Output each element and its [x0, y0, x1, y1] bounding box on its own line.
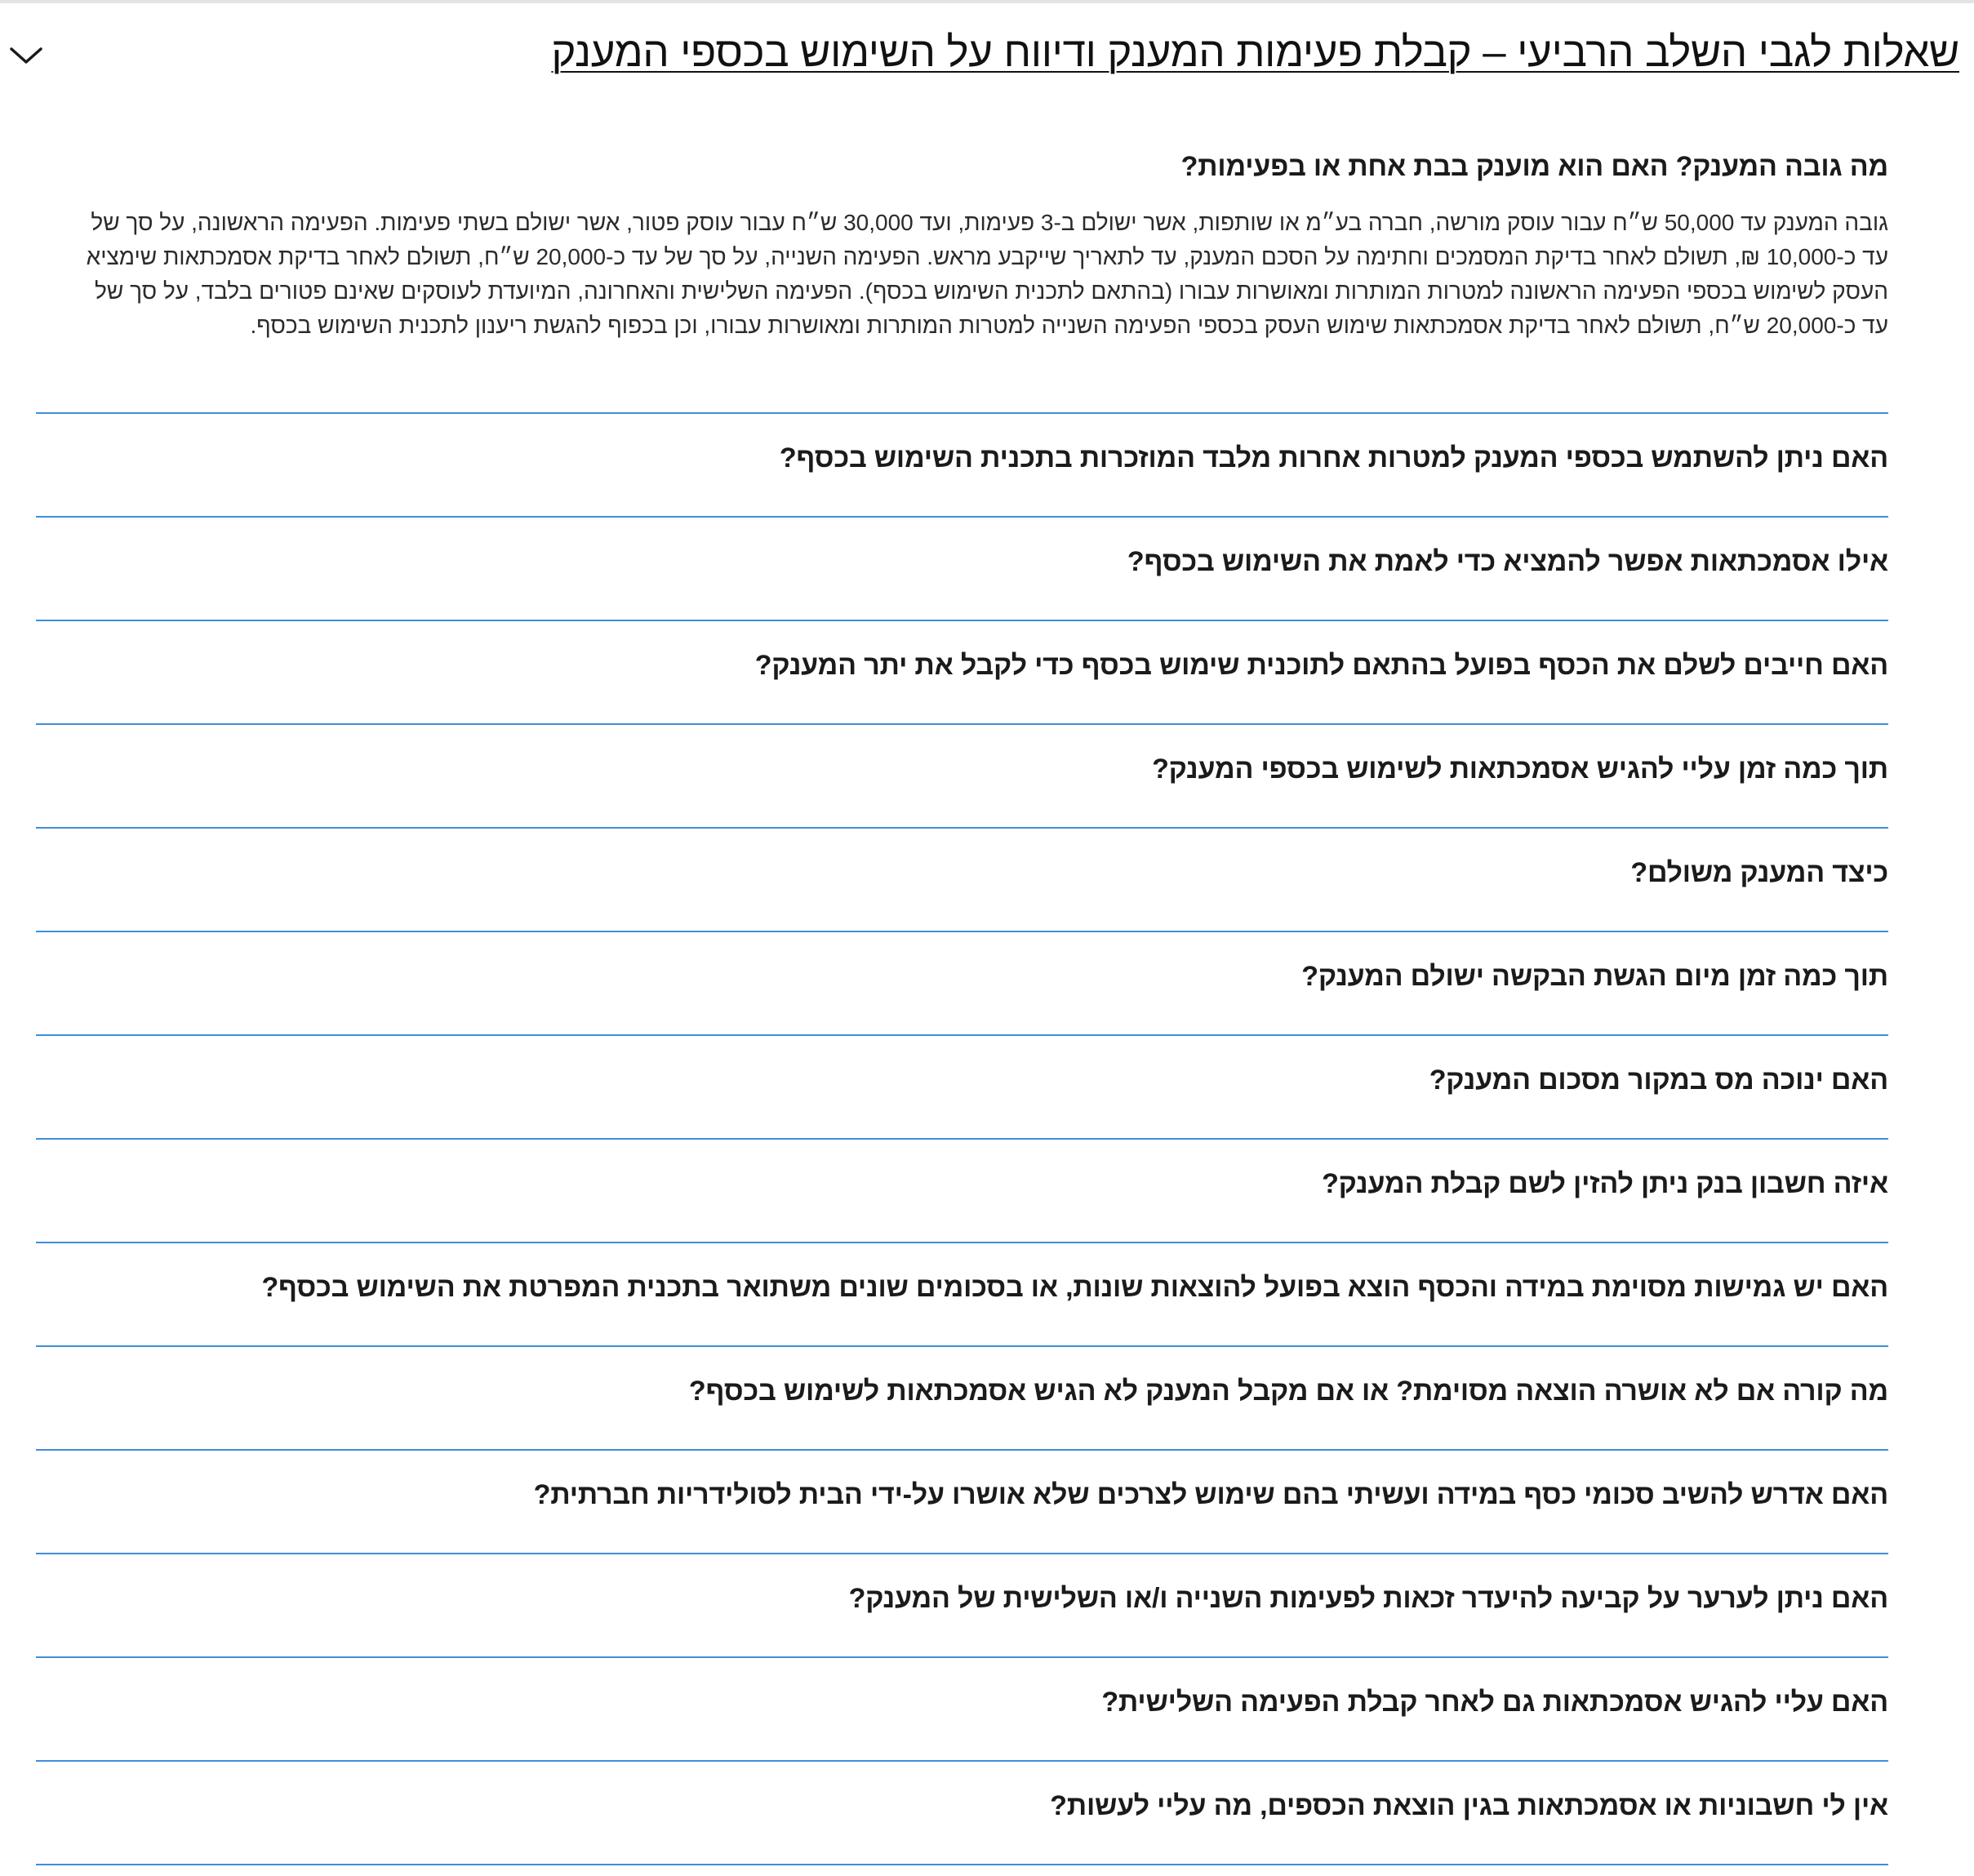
faq-question[interactable]: אין לי חשבוניות או אסמכתאות בגין הוצאת הכספים, מה עליי לעשות? [1050, 1790, 1888, 1821]
faq-question[interactable]: תוך כמה זמן מיום הגשת הבקשה ישולם המענק? [1301, 961, 1888, 992]
faq-item [36, 621, 1888, 725]
faq-item [36, 1451, 1888, 1554]
faq-question[interactable]: תוך כמה זמן עליי להגיש אסמכתאות לשימוש בכספי המענק? [1152, 754, 1888, 785]
section-header[interactable] [0, 20, 1974, 88]
faq-item [36, 1554, 1888, 1658]
faq-question[interactable]: מה גובה המענק? האם הוא מוענק בבת אחת או בפעימות? [1180, 151, 1888, 182]
faq-question[interactable]: האם ניתן להשתמש בכספי המענק למטרות אחרות מלבד המוזכרות בתכנית השימוש בכסף? [779, 442, 1888, 473]
faq-item [36, 1036, 1888, 1140]
faq-question[interactable]: אילו אסמכתאות אפשר להמציא כדי לאמת את השימוש בכסף? [1127, 546, 1888, 577]
faq-question[interactable]: האם ינוכה מס במקור מסכום המענק? [1429, 1065, 1888, 1096]
faq-item [36, 725, 1888, 829]
faq-question[interactable]: כיצד המענק משולם? [1630, 857, 1888, 888]
faq-question[interactable]: האם חייבים לשלם את הכסף בפועל בהתאם לתוכנית שימוש בכסף כדי לקבל את יתר המענק? [754, 650, 1888, 681]
faq-item [36, 1762, 1888, 1865]
top-divider [0, 0, 1974, 3]
faq-answer: גובה המענק עד 50,000 ש״ח עבור עוסק מורשה, חברה בע״מ או שותפות, אשר ישולם ב-3 פעימות, ועד 30,000 ש״ח עבור עוסק פטור, אשר ישולם בשתי פעימות. הפעימה הראשונה, על סך של עד כ-10,000 ₪, תשולם לאחר בדיקת המסמכים וחתימה על הסכם המענק, עד לתאריך שייקבע מראש. הפעימה השנייה, על סך של עד כ-20,000 ש״ח, תשולם לאחר בדיקת אסמכתאות שימציא העסק לשימוש בכספי הפעימה הראשונה למטרות המותרות ומאושרות עבורו (בהתאם לתכנית השימוש בכסף). הפעימה השלישית והאחרונה, המיועדת לעוסקים שאינם פטורים בלבד, על סך של עד כ-20,000 ש״ח, תשולם לאחר בדיקת אסמכתאות שימוש העסק בכספי הפעימה השנייה למטרות המותרות ומאושרות עבורו, וכן בכפוף להגשת ריענון לתכנית השימוש בכסף. [86, 210, 1888, 338]
faq-question[interactable]: האם עליי להגיש אסמכתאות גם לאחר קבלת הפעימה השלישית? [1101, 1687, 1888, 1718]
faq-item [36, 1140, 1888, 1243]
faq-item [36, 1658, 1888, 1762]
faq-question[interactable]: האם אדרש להשיב סכומי כסף במידה ועשיתי בהם שימוש לצרכים שלא אושרו על-ידי הבית לסולידריות חברתית? [533, 1479, 1888, 1510]
faq-item [36, 1347, 1888, 1451]
chevron-down-icon[interactable] [5, 34, 47, 77]
faq-question[interactable]: האם יש גמישות מסוימת במידה והכסף הוצא בפועל להוצאות שונות, או בסכומים שונים משתואר בתכנית המפרטת את השימוש בכסף? [261, 1272, 1888, 1303]
faq-question[interactable]: מה קורה אם לא אושרה הוצאה מסוימת? או אם מקבל המענק לא הגיש אסמכתאות לשימוש בכסף? [688, 1376, 1888, 1407]
faq-item [36, 131, 1888, 414]
faq-item [36, 518, 1888, 621]
faq-item [36, 932, 1888, 1036]
section-title[interactable]: שאלות לגבי השלב הרביעי – קבלת פעימות המענק ודיווח על השימוש בכספי המענק [551, 29, 1959, 75]
faq-item [36, 414, 1888, 518]
faq-item [36, 829, 1888, 932]
faq-question[interactable]: האם ניתן לערער על קביעה להיעדר זכאות לפעימות השנייה ו/או השלישית של המענק? [848, 1583, 1888, 1614]
faq-list [36, 131, 1888, 1865]
faq-item [36, 1243, 1888, 1347]
faq-question[interactable]: איזה חשבון בנק ניתן להזין לשם קבלת המענק? [1322, 1168, 1888, 1199]
